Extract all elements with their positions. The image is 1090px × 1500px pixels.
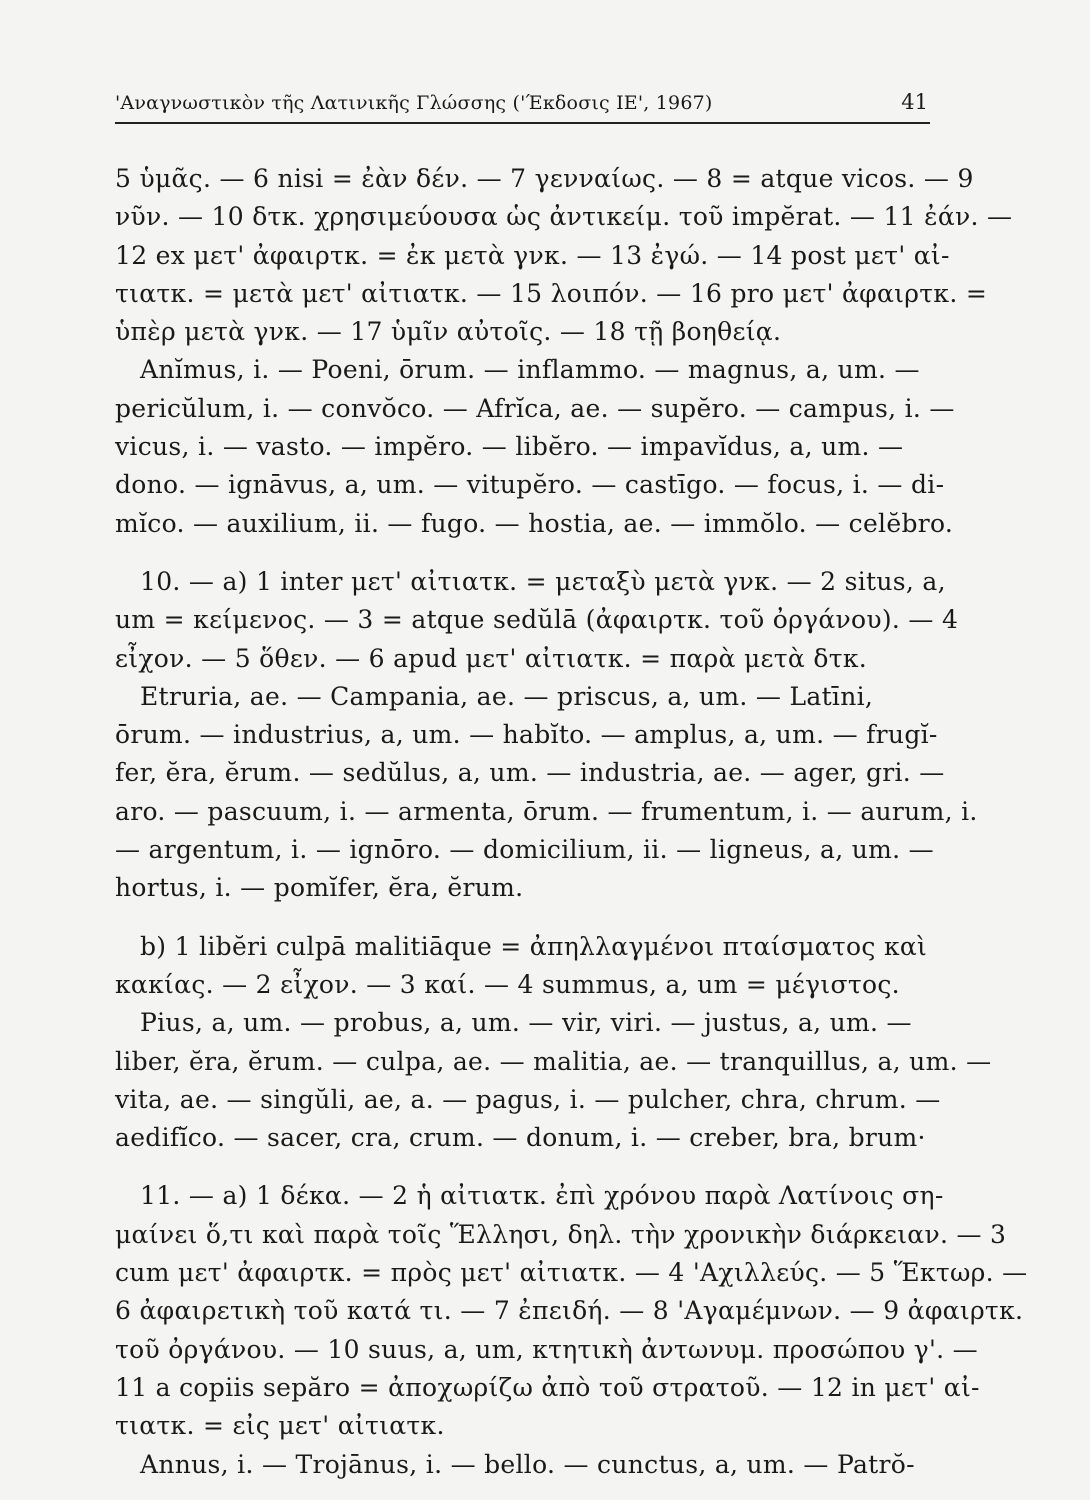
text-line: νῦν. — 10 δτκ. χρησιμεύουσα ὡς ἀντικείμ. τοῦ impĕrat. — 11 ἐάν. — xyxy=(115,202,1013,232)
text-line: μαίνει ὅ,τι καὶ παρὰ τοῖς Ἕλλησι, δηλ. τὴν χρονικὴν διάρκειαν. — 3 xyxy=(115,1219,1007,1249)
text-line: b) 1 libĕri culpā malitiāque = ἀπηλλαγμένοι πταίσματος καὶ xyxy=(140,931,928,961)
text-line: pericŭlum, i. — convŏco. — Afrĭca, ae. — supĕro. — campus, i. — xyxy=(115,393,955,423)
text-line: 12 ex μετ' ἀφαιρτκ. = ἐκ μετὰ γνκ. — 13 ἐγώ. — 14 post μετ' αἰ- xyxy=(115,240,950,270)
text-line: εἶχον. — 5 ὅθεν. — 6 apud μετ' αἰτιατκ. = παρὰ μετὰ δτκ. xyxy=(115,643,867,673)
page-number: 41 xyxy=(901,90,928,114)
section-10b-notes xyxy=(115,928,930,1005)
text-line: τιατκ. = μετὰ μετ' αἰτιατκ. — 15 λοιπόν. — 16 pro μετ' ἀφαιρτκ. = xyxy=(115,278,988,308)
text-line: fer, ĕra, ĕrum. — sedŭlus, a, um. — industria, ae. — ager, gri. — xyxy=(115,758,945,788)
section-11a-vocabulary xyxy=(115,1446,930,1484)
text-line: ōrum. — industrius, a, um. — habĭto. — amplus, a, um. — frugĭ- xyxy=(115,720,938,750)
section-10b-vocabulary xyxy=(115,1004,992,1157)
text-line: 5 ὑμᾶς. — 6 nisi = ἐὰν δέν. — 7 γενναίως. — 8 = atque vicos. — 9 xyxy=(115,164,974,193)
section-10a-vocabulary xyxy=(115,678,978,908)
text-line: — argentum, i. — ignōro. — domicilium, ii. — ligneus, a, um. — xyxy=(115,835,934,865)
text-line: mĭco. — auxilium, ii. — fugo. — hostia, ae. — immŏlo. — celĕbro. xyxy=(115,508,954,538)
text-line: Pius, a, um. — probus, a, um. — vir, viri. — justus, a, um. — xyxy=(140,1008,912,1038)
text-line: 10. — a) 1 inter μετ' αἰτιατκ. = μεταξὺ μετὰ γνκ. — 2 situs, a, xyxy=(140,566,946,596)
spacer xyxy=(115,543,930,563)
text-line: hortus, i. — pomĭfer, ĕra, ĕrum. xyxy=(115,873,524,903)
text-line: ὑπὲρ μετὰ γνκ. — 17 ὑμῖν αὐτοῖς. — 18 τῇ βοηθείᾳ. xyxy=(115,317,782,347)
page-body xyxy=(115,160,1028,1484)
running-header xyxy=(115,88,930,124)
text-line: κακίας. — 2 εἶχον. — 3 καί. — 4 summus, a, um = μέγιστος. xyxy=(115,969,900,999)
text-line: vicus, i. — vasto. — impĕro. — libĕro. — impavĭdus, a, um. — xyxy=(115,432,904,462)
text-line: Anĭmus, i. — Poeni, ōrum. — inflammo. — magnus, a, um. — xyxy=(140,355,920,385)
section-9-vocabulary xyxy=(115,351,955,542)
spacer xyxy=(115,908,930,928)
text-line: aedifĭco. — sacer, cra, crum. — donum, i. — creber, bra, brum· xyxy=(115,1123,926,1153)
text-line: τιατκ. = εἰς μετ' αἰτιατκ. xyxy=(115,1411,445,1441)
text-line: aro. — pascuum, i. — armenta, ōrum. — frumentum, i. — aurum, i. xyxy=(115,796,978,826)
text-line: um = κείμενος. — 3 = atque sedŭlā (ἀφαιρτκ. τοῦ ὀργάνου). — 4 xyxy=(115,605,959,635)
section-10a-notes xyxy=(115,563,959,678)
text-line: τοῦ ὀργάνου. — 10 suus, a, um, κτητικὴ ἀντωνυμ. προσώπου γ'. — xyxy=(115,1334,978,1364)
text-line: Annus, i. — Trojānus, i. — bello. — cunctus, a, um. — Patrŏ- xyxy=(140,1449,915,1479)
text-line: 11 a copiis sepăro = ἀποχωρίζω ἀπὸ τοῦ στρατοῦ. — 12 in μετ' αἰ- xyxy=(115,1372,980,1402)
text-line: liber, ĕra, ĕrum. — culpa, ae. — malitia, ae. — tranquillus, a, um. — xyxy=(115,1046,992,1076)
section-9-notes xyxy=(115,160,1013,351)
text-line: 6 ἀφαιρετικὴ τοῦ κατά τι. — 7 ἐπειδή. — 8 'Αγαμέμνων. — 9 ἀφαιρτκ. xyxy=(115,1296,1024,1326)
header-title: 'Αναγνωστικὸν τῆς Λατινικῆς Γλώσσης ('Έκδοσις ΙΕ', 1967) xyxy=(115,92,713,114)
text-line: cum μετ' ἀφαιρτκ. = πρὸς μετ' αἰτιατκ. — 4 'Αχιλλεύς. — 5 Ἕκτωρ. — xyxy=(115,1258,1028,1288)
text-line: 11. — a) 1 δέκα. — 2 ἡ αἰτιατκ. ἐπὶ χρόνου παρὰ Λατίνοις ση- xyxy=(140,1181,944,1211)
text-line: vita, ae. — singŭli, ae, a. — pagus, i. — pulcher, chra, chrum. — xyxy=(115,1084,941,1114)
text-line: dono. — ignāvus, a, um. — vitupĕro. — castīgo. — focus, i. — di- xyxy=(115,470,945,500)
text-line: Etruria, ae. — Campania, ae. — priscus, a, um. — Latīni, xyxy=(140,681,874,711)
spacer xyxy=(115,1157,930,1177)
section-11a-notes xyxy=(115,1177,1028,1445)
